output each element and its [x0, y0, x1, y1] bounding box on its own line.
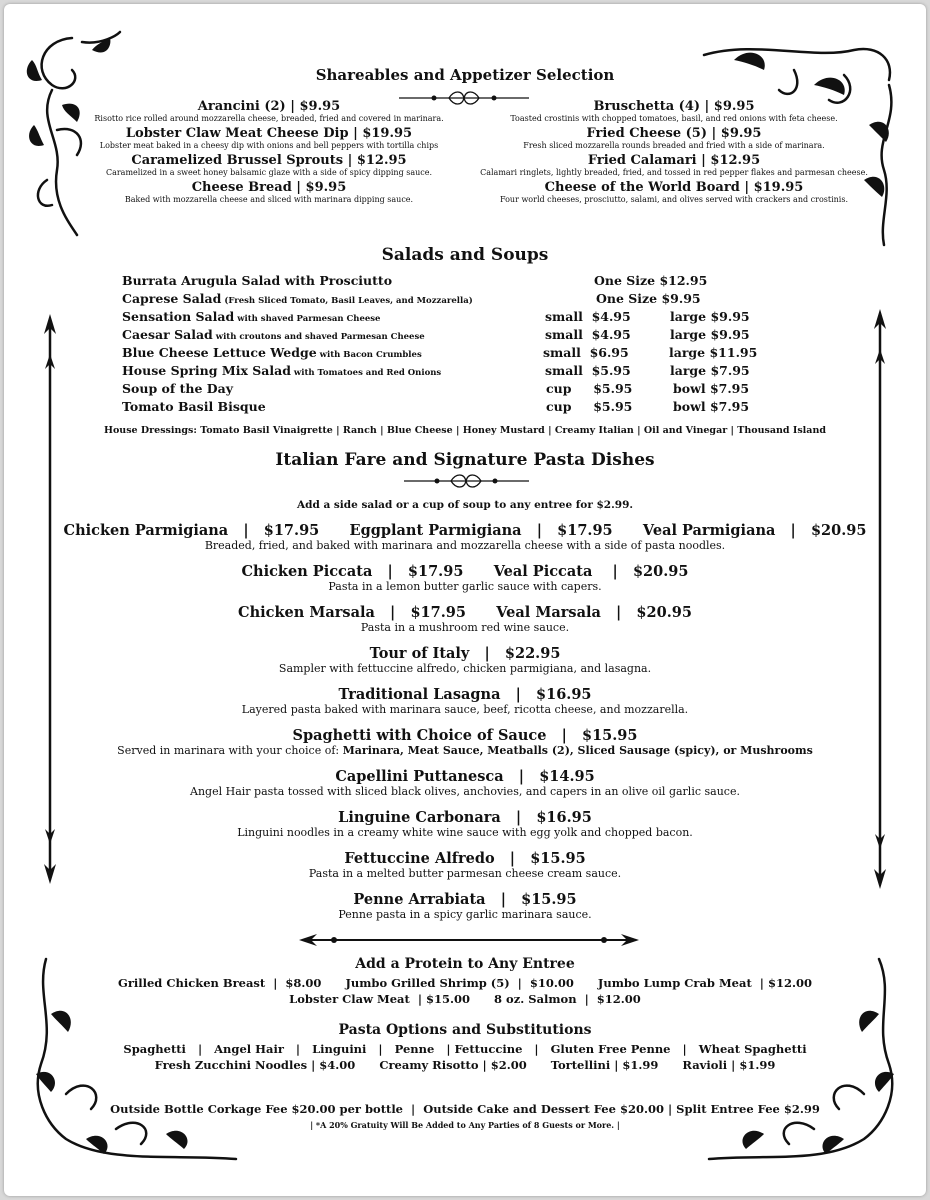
salad-name: [122, 309, 380, 324]
protein-title: Add a Protein to Any Entree: [355, 956, 575, 972]
salad-label: Soup of the Day: [122, 381, 233, 396]
item-name: Fried Cheese (5) | $9.95: [586, 126, 762, 141]
salad-name: [122, 399, 266, 414]
item-name: Arancini (2) | $9.95: [197, 99, 341, 114]
salad-price-large: large $7.95: [670, 363, 750, 378]
appetizers-left-column: [64, 99, 474, 204]
fees-line: Outside Bottle Corkage Fee $20.00 per bottle | Outside Cake and Dessert Fee $20.00 | Split Entree Fee $2.99: [110, 1102, 820, 1116]
entree-description: Angel Hair pasta tossed with sliced black olives, anchovies, and capers in an olive oil garlic sauce.: [190, 785, 740, 798]
entree-name: Chicken Marsala | $17.95 Veal Marsala | $20.95: [238, 604, 692, 621]
salad-label: Caprese Salad: [122, 291, 222, 306]
appetizer-item: [64, 153, 474, 177]
entree-description: Pasta in a lemon butter garlic sauce with capers.: [328, 580, 602, 593]
salad-price-large: large $9.95: [670, 327, 750, 342]
entree-item: [34, 645, 896, 686]
item-description: Four world cheeses, prosciutto, salami, and olives served with crackers and crostinis.: [500, 195, 848, 204]
entree-item: [34, 891, 896, 932]
entree-description: Linguini noodles in a creamy white wine sauce with egg yolk and chopped bacon.: [237, 826, 693, 839]
entree-item: [34, 604, 896, 645]
item-description: Lobster meat baked in a cheesy dip with onions and bell peppers with tortilla chips: [99, 141, 439, 150]
pasta-entries: [34, 522, 896, 932]
scroll-divider-icon: [399, 472, 534, 490]
salad-label: Sensation Salad: [122, 309, 235, 324]
entree-name: Capellini Puttanesca | $14.95: [335, 768, 595, 785]
appetizer-item: [464, 180, 884, 204]
pasta-side-note: Add a side salad or a cup of soup to any entree for $2.99.: [296, 499, 634, 511]
salad-price-small: small $4.95: [545, 309, 631, 324]
salad-name: [122, 291, 473, 306]
item-name: Lobster Claw Meat Cheese Dip | $19.95: [125, 126, 413, 141]
house-dressings: House Dressings: Tomato Basil Vinaigrette | Ranch | Blue Cheese | Honey Mustard | Creamy Italian | Oil and Vinegar | Thousand Island: [103, 425, 826, 436]
item-name: Caramelized Brussel Sprouts | $12.95: [131, 153, 407, 168]
salad-label: House Spring Mix Salad: [122, 363, 291, 378]
options-line-1: Spaghetti | Angel Hair | Linguini | Penne | Fettuccine | Gluten Free Penne | Wheat Spaghetti: [123, 1042, 807, 1056]
entree-item: [34, 809, 896, 850]
appetizer-item: [464, 99, 884, 123]
appetizer-item: [464, 153, 884, 177]
options-title: Pasta Options and Substitutions: [338, 1022, 592, 1038]
salad-name: [122, 273, 392, 288]
salad-price-bowl: bowl $7.95: [673, 399, 750, 414]
item-description: Calamari ringlets, lightly breaded, fried, and tossed in red pepper flakes and parmesan cheese.: [480, 168, 868, 177]
item-description: Baked with mozzarella cheese and sliced with marinara dipping sauce.: [124, 195, 414, 204]
entree-description: Penne pasta in a spicy garlic marinara sauce.: [338, 908, 592, 921]
salad-price-small: small $5.95: [545, 363, 631, 378]
salad-label: Blue Cheese Lettuce Wedge: [122, 345, 317, 360]
entree-item: [34, 522, 896, 563]
salad-note: with Bacon Crumbles: [316, 350, 422, 360]
salad-label: Tomato Basil Bisque: [122, 399, 266, 414]
salads-title: Salads and Soups: [381, 245, 549, 265]
salad-note: with shaved Parmesan Cheese: [234, 314, 381, 324]
appetizer-item: [64, 126, 474, 150]
item-description: Fresh sliced mozzarella rounds breaded and fried with a side of marinara.: [523, 141, 825, 150]
appetizer-item: [64, 99, 474, 123]
entree-name: Fettuccine Alfredo | $15.95: [344, 850, 586, 867]
protein-line-2: Lobster Claw Meat | $15.00 8 oz. Salmon | $12.00: [289, 992, 641, 1006]
salad-note: with Tomatoes and Red Onions: [290, 368, 442, 378]
appetizers-right-column: [464, 99, 884, 204]
entree-name: Linguine Carbonara | $16.95: [338, 809, 592, 826]
entree-name: Traditional Lasagna | $16.95: [338, 686, 592, 703]
salad-name: [122, 363, 441, 378]
appetizers-title: Shareables and Appetizer Selection: [315, 66, 615, 84]
entree-item: [34, 768, 896, 809]
salad-price-large: large $9.95: [670, 309, 750, 324]
entree-name: Chicken Piccata | $17.95 Veal Piccata | $20.95: [241, 563, 689, 580]
appetizer-item: [64, 180, 474, 204]
salad-name: [122, 381, 233, 396]
salad-name: [122, 345, 422, 360]
item-name: Cheese Bread | $9.95: [191, 180, 347, 195]
entree-item: [34, 727, 896, 768]
horizontal-arrow-divider-icon: [299, 932, 639, 948]
salad-note: with croutons and shaved Parmesan Cheese: [212, 332, 425, 342]
item-name: Cheese of the World Board | $19.95: [544, 180, 804, 195]
item-description: Toasted crostinis with chopped tomatoes, basil, and red onions with feta cheese.: [510, 114, 838, 123]
entree-name: Tour of Italy | $22.95: [369, 645, 561, 662]
entree-name: Chicken Parmigiana | $17.95 Eggplant Parmigiana | $17.95 Veal Parmigiana | $20.95: [63, 522, 867, 539]
item-name: Fried Calamari | $12.95: [587, 153, 761, 168]
options-line-2: Fresh Zucchini Noodles | $4.00 Creamy Risotto | $2.00 Tortellini | $1.99 Ravioli | $1.99: [154, 1058, 776, 1072]
salad-price-small: small $6.95: [543, 345, 629, 360]
appetizer-item: [464, 126, 884, 150]
gratuity-note: | *A 20% Gratuity Will Be Added to Any Parties of 8 Guests or More. |: [310, 1120, 620, 1130]
salad-price-one-size: One Size $9.95: [596, 291, 701, 306]
salad-price-bowl: bowl $7.95: [673, 381, 750, 396]
salad-label: Burrata Arugula Salad with Prosciutto: [122, 273, 393, 288]
item-description: Caramelized in a sweet honey balsamic glaze with a side of spicy dipping sauce.: [105, 168, 433, 177]
entree-description: Pasta in a melted butter parmesan cheese cream sauce.: [308, 867, 622, 880]
entree-description-text: Served in marinara with your choice of:: [117, 744, 343, 757]
salad-price-small: small $4.95: [545, 327, 631, 342]
salad-note: (Fresh Sliced Tomato, Basil Leaves, and Mozzarella): [221, 296, 473, 306]
pasta-title: Italian Fare and Signature Pasta Dishes: [275, 450, 655, 470]
salad-price-cup: cup $5.95: [546, 381, 633, 396]
entree-item: [34, 850, 896, 891]
item-description: Risotto rice rolled around mozzarella cheese, breaded, fried and covered in marinara.: [94, 114, 444, 123]
salad-price-cup: cup $5.95: [546, 399, 633, 414]
entree-item: [34, 563, 896, 604]
entree-description: Sampler with fettuccine alfredo, chicken parmigiana, and lasagna.: [278, 662, 652, 675]
salad-label: Caesar Salad: [122, 327, 213, 342]
entree-description: Breaded, fried, and baked with marinara and mozzarella cheese with a side of pasta noodles.: [204, 539, 726, 552]
protein-line-1: Grilled Chicken Breast | $8.00 Jumbo Grilled Shrimp (5) | $10.00 Jumbo Lump Crab Meat | $12.00: [118, 976, 812, 990]
salad-price-large: large $11.95: [669, 345, 758, 360]
salad-price-one-size: One Size $12.95: [594, 273, 708, 288]
entree-name: Penne Arrabiata | $15.95: [353, 891, 577, 908]
menu-page: [4, 4, 926, 1196]
sauce-choices: Marinara, Meat Sauce, Meatballs (2), Sliced Sausage (spicy), or Mushrooms: [342, 744, 813, 757]
entree-name: Spaghetti with Choice of Sauce | $15.95: [292, 727, 638, 744]
salad-name: [122, 327, 425, 342]
entree-description: Layered pasta baked with marinara sauce, beef, ricotta cheese, and mozzarella.: [241, 703, 689, 716]
entree-description: [34, 744, 896, 757]
entree-description: Pasta in a mushroom red wine sauce.: [360, 621, 570, 634]
item-name: Bruschetta (4) | $9.95: [593, 99, 755, 114]
entree-item: [34, 686, 896, 727]
